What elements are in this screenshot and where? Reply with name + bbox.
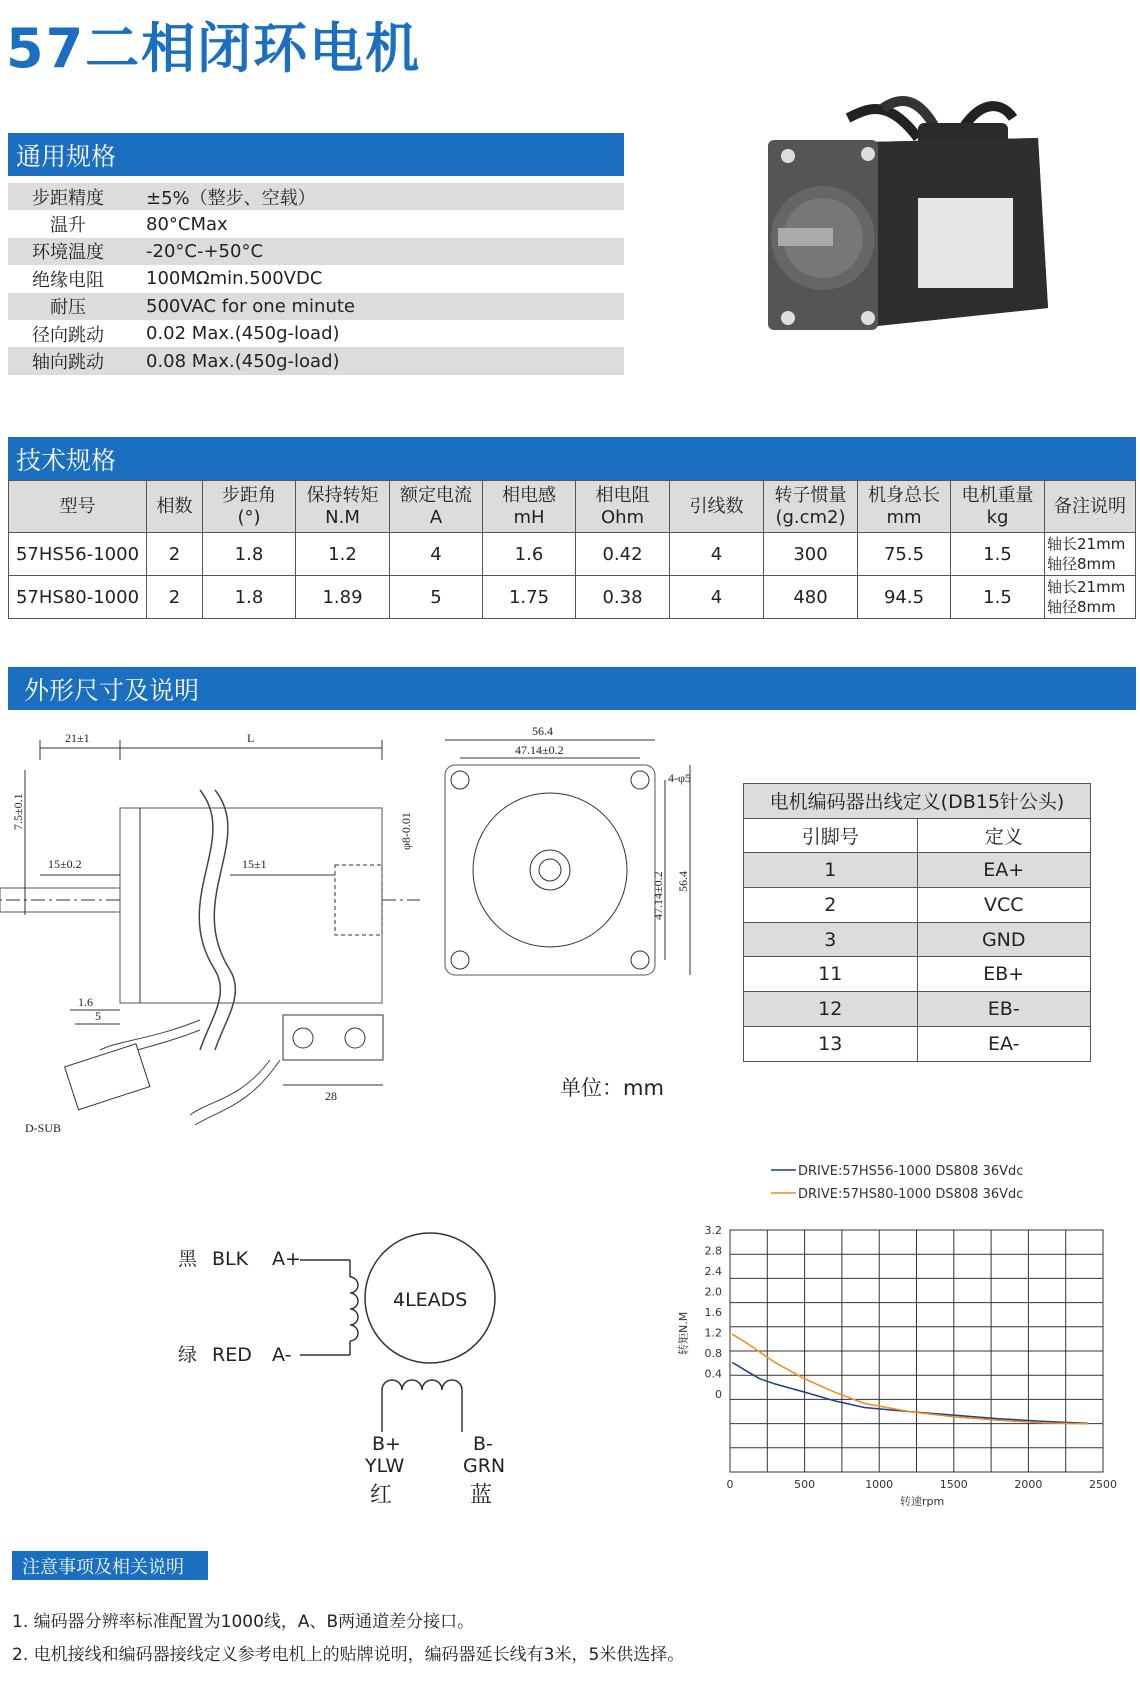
spec-value: -20°C-+50°C [146, 240, 264, 262]
spec-key: 轴向跳动 [32, 352, 104, 374]
x-tick-label: 2500 [1089, 1478, 1117, 1491]
spec-key: 绝缘电阻 [32, 269, 104, 291]
table-header-row [9, 481, 1136, 533]
dim-label: 28 [325, 1089, 337, 1103]
cell: 75.5 [858, 533, 951, 576]
dim-label: 4-φ5 [668, 771, 691, 785]
cell: 4 [670, 576, 764, 619]
spec-value: 0.08 Max.(450g-load) [146, 350, 340, 372]
table-row [744, 888, 1091, 923]
wire-label: 蓝 [470, 1483, 493, 1508]
wire-label: 红 [370, 1483, 393, 1508]
cell: 94.5 [858, 576, 951, 619]
table-row [744, 957, 1091, 992]
chart-xlabel: 转速rpm [900, 1495, 945, 1508]
x-tick-label: 500 [794, 1478, 816, 1491]
cell: GND [917, 922, 1091, 957]
table-row [744, 922, 1091, 957]
dim-label: 15±1 [242, 857, 267, 871]
dim-label: 21±1 [65, 731, 90, 745]
wire-label: A- [272, 1344, 292, 1366]
spec-key: 温升 [50, 215, 86, 237]
dim-label: 47.14±0.2 [651, 871, 665, 920]
th-step-angle: 步距角 (°) [203, 481, 296, 533]
cell: VCC [917, 888, 1091, 923]
note-item: 1. 编码器分辨率标准配置为1000线，A、B两通道差分接口。 [12, 1612, 475, 1632]
notes-heading: 注意事项及相关说明 [12, 1551, 208, 1580]
wire-label: B+ [372, 1433, 401, 1455]
wiring-diagram [160, 1210, 520, 1520]
encoder-col-pin: 引脚号 [744, 818, 918, 853]
spec-row [8, 293, 624, 320]
cell: 1.75 [483, 576, 576, 619]
spec-row [8, 238, 624, 265]
wire-label: BLK [212, 1248, 249, 1270]
spec-key: 步距精度 [32, 187, 104, 209]
tech-spec-table [8, 480, 1136, 619]
dim-label: 56.4 [676, 871, 690, 892]
dim-label: 1.6 [78, 995, 93, 1009]
cell: 11 [744, 957, 918, 992]
cell: 2 [147, 533, 203, 576]
th-inertia: 转子惯量 (g.cm2) [764, 481, 858, 533]
th-resistance: 相电阻 Ohm [576, 481, 670, 533]
wire-label: GRN [463, 1455, 506, 1477]
spec-value: 80°CMax [146, 213, 228, 235]
spec-value: 100MΩmin.500VDC [146, 268, 323, 290]
cell: 0.38 [576, 576, 670, 619]
cell: 1.8 [203, 533, 296, 576]
general-spec-list [8, 183, 624, 375]
cell: 4 [670, 533, 764, 576]
table-row [744, 1026, 1091, 1061]
y-tick-label: 2.4 [704, 1265, 722, 1278]
cell: 57HS80-1000 [9, 576, 147, 619]
y-tick-label: 0.8 [704, 1347, 722, 1360]
th-weight: 电机重量 kg [951, 481, 1045, 533]
table-row [744, 853, 1091, 888]
cell: 300 [764, 533, 858, 576]
th-inductance: 相电感 mH [483, 481, 576, 533]
spec-key: 径向跳动 [32, 324, 104, 346]
cell: 57HS56-1000 [9, 533, 147, 576]
cell: EA+ [917, 853, 1091, 888]
cell: 4 [390, 533, 483, 576]
y-tick-label: 2.0 [704, 1285, 722, 1299]
cell: EB- [917, 992, 1091, 1027]
x-tick-label: 2000 [1014, 1478, 1043, 1491]
dim-label: φ8-0.01 [399, 812, 413, 850]
wire-label: 绿 [178, 1344, 198, 1366]
dim-label: 7.5±0.1 [11, 793, 25, 830]
motor-photo [768, 78, 1068, 378]
dims-heading: 外形尺寸及说明 [8, 667, 1136, 710]
y-tick-label: 3.2 [704, 1224, 722, 1237]
tech-spec-heading: 技术规格 [8, 437, 1136, 480]
table-row [744, 992, 1091, 1027]
dim-label: L [247, 731, 255, 745]
cell: 3 [744, 922, 918, 957]
th-notes: 备注说明 [1045, 481, 1136, 533]
series-line-2 [732, 1334, 1088, 1424]
cell: 1.89 [296, 576, 390, 619]
spec-row [8, 210, 624, 237]
y-tick-label: 0.4 [704, 1367, 722, 1381]
cell: 1.6 [483, 533, 576, 576]
encoder-table [743, 783, 1091, 1062]
cell-note: 轴长21mm 轴径8mm [1045, 576, 1136, 619]
torque-speed-chart [665, 1155, 1125, 1515]
spec-value: 0.02 Max.(450g-load) [146, 323, 340, 345]
encoder-title: 电机编码器出线定义(DB15针公头) [744, 784, 1091, 819]
cell: 2 [744, 888, 918, 923]
legend-label-2: DRIVE:57HS80-1000 DS808 36Vdc [798, 1187, 1024, 1202]
spec-value: 500VAC for one minute [146, 295, 355, 317]
x-tick-label: 1000 [865, 1478, 894, 1491]
spec-key: 耐压 [50, 297, 86, 319]
wire-label: YLW [365, 1455, 405, 1477]
note-item: 2. 电机接线和编码器接线定义参考电机上的贴牌说明，编码器延长线有3米，5米供选择。 [12, 1645, 685, 1665]
th-phase: 相数 [147, 481, 203, 533]
cell-note: 轴长21mm 轴径8mm [1045, 533, 1136, 576]
y-tick-label: 0 [715, 1388, 722, 1401]
cell: 1.8 [203, 576, 296, 619]
cell: EA- [917, 1026, 1091, 1061]
cell: 0.42 [576, 533, 670, 576]
cell: 13 [744, 1026, 918, 1061]
dim-label: 47.14±0.2 [515, 743, 564, 757]
th-current: 额定电流 A [390, 481, 483, 533]
wire-label: 4LEADS [393, 1289, 468, 1311]
x-tick-label: 0 [726, 1478, 734, 1491]
wire-label: RED [212, 1344, 252, 1366]
series-line-1 [732, 1362, 1088, 1423]
legend-label-1: DRIVE:57HS56-1000 DS808 36Vdc [798, 1164, 1024, 1179]
dim-label: 5 [95, 1009, 101, 1023]
chart-ylabel: 转矩N.M [677, 1311, 690, 1355]
table-row [9, 576, 1136, 619]
table-row [9, 533, 1136, 576]
dim-label: 15±0.2 [48, 857, 82, 871]
spec-row [8, 320, 624, 347]
unit-label: 单位：mm [560, 1076, 664, 1100]
y-tick-label: 1.6 [704, 1306, 722, 1319]
wire-label: B- [473, 1433, 493, 1455]
notes-list [12, 1606, 684, 1672]
cell: EB+ [917, 957, 1091, 992]
cell: 1.5 [951, 576, 1045, 619]
encoder-col-def: 定义 [917, 818, 1091, 853]
wire-label: A+ [272, 1248, 301, 1270]
spec-row [8, 183, 624, 210]
cell: 1.2 [296, 533, 390, 576]
spec-key: 环境温度 [32, 242, 104, 264]
th-torque: 保持转矩 N.M [296, 481, 390, 533]
wire-label: 黑 [178, 1248, 198, 1270]
y-tick-label: 1.2 [704, 1326, 722, 1340]
spec-value: ±5%（整步、空载） [146, 187, 316, 209]
dim-label: D-SUB [25, 1121, 62, 1135]
spec-row [8, 347, 624, 374]
th-length: 机身总长 mm [858, 481, 951, 533]
y-tick-label: 2.8 [704, 1244, 722, 1258]
page-title: 57二相闭环电机 [6, 17, 422, 80]
cell: 1 [744, 853, 918, 888]
dim-label: 56.4 [532, 724, 553, 738]
cell: 5 [390, 576, 483, 619]
cell: 12 [744, 992, 918, 1027]
cell: 2 [147, 576, 203, 619]
cell: 1.5 [951, 533, 1045, 576]
cell: 480 [764, 576, 858, 619]
th-model: 型号 [9, 481, 147, 533]
x-tick-label: 1500 [939, 1478, 968, 1491]
th-leads: 引线数 [670, 481, 764, 533]
spec-row [8, 265, 624, 292]
general-spec-heading: 通用规格 [8, 133, 624, 176]
